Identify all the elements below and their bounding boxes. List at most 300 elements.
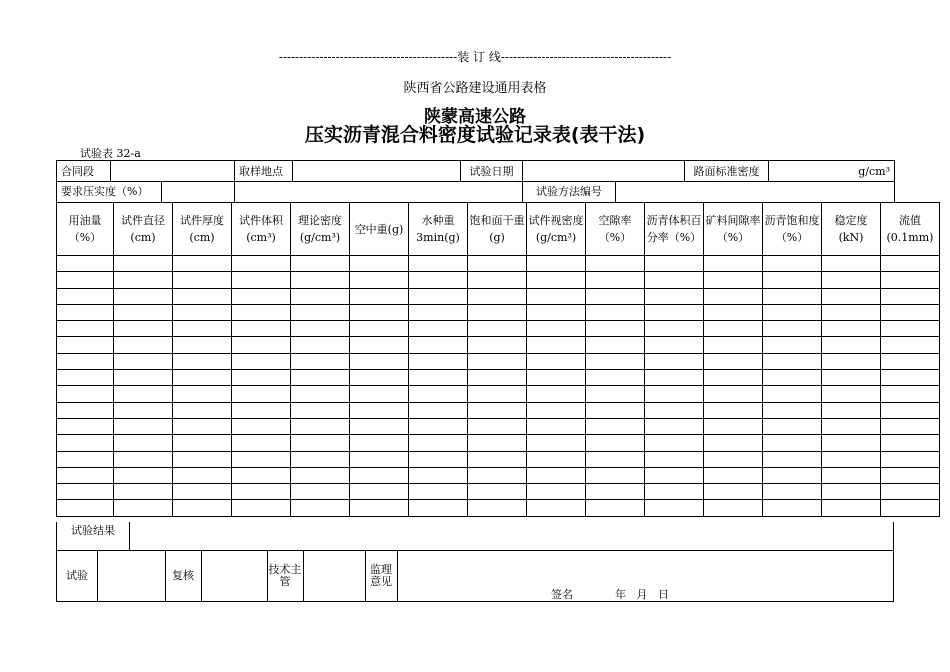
table-cell[interactable]: [291, 451, 350, 467]
table-cell[interactable]: [586, 500, 645, 516]
table-cell[interactable]: [232, 337, 291, 353]
sampling-location-label: 取样地点: [235, 161, 293, 182]
table-cell[interactable]: [468, 256, 527, 272]
column-header: 试件厚度(cm): [173, 203, 232, 256]
table-cell[interactable]: [763, 435, 822, 451]
tester-label: 试验: [66, 569, 88, 582]
density-unit: g/cm³: [769, 161, 895, 182]
table-cell[interactable]: [409, 500, 468, 516]
binding-line: --------------------------------------------装 订 线------------------------------------------: [278, 50, 672, 64]
table-cell[interactable]: [586, 370, 645, 386]
table-cell[interactable]: [114, 288, 173, 304]
table-cell[interactable]: [232, 484, 291, 500]
table-cell[interactable]: [291, 353, 350, 369]
test-date-label: 试验日期: [461, 161, 523, 182]
table-cell[interactable]: [114, 353, 173, 369]
table-cell[interactable]: [173, 304, 232, 320]
table-cell[interactable]: [173, 256, 232, 272]
table-cell[interactable]: [527, 402, 586, 418]
table-cell[interactable]: [881, 304, 940, 320]
table-row: [57, 256, 940, 272]
table-cell[interactable]: [822, 402, 881, 418]
table-cell[interactable]: [586, 288, 645, 304]
table-cell[interactable]: [114, 337, 173, 353]
table-cell[interactable]: [291, 304, 350, 320]
table-cell[interactable]: [822, 304, 881, 320]
table-row: [57, 288, 940, 304]
table-cell[interactable]: [527, 304, 586, 320]
table-cell[interactable]: [232, 402, 291, 418]
table-cell[interactable]: [881, 256, 940, 272]
required-compaction-fill[interactable]: [235, 182, 523, 203]
table-cell[interactable]: [527, 500, 586, 516]
table-cell[interactable]: [468, 484, 527, 500]
table-cell[interactable]: [291, 500, 350, 516]
table-cell[interactable]: [586, 337, 645, 353]
table-cell[interactable]: [527, 288, 586, 304]
table-cell[interactable]: [114, 451, 173, 467]
table-cell[interactable]: [114, 256, 173, 272]
table-cell[interactable]: [232, 418, 291, 434]
table-cell[interactable]: [645, 321, 704, 337]
table-cell[interactable]: [57, 451, 114, 467]
table-cell[interactable]: [468, 288, 527, 304]
table-row: [57, 467, 940, 483]
table-cell[interactable]: [763, 288, 822, 304]
table-cell[interactable]: [881, 435, 940, 451]
table-cell[interactable]: [468, 272, 527, 288]
table-cell[interactable]: [763, 402, 822, 418]
table-cell[interactable]: [409, 256, 468, 272]
table-row: [57, 370, 940, 386]
table-cell[interactable]: [822, 467, 881, 483]
table-cell[interactable]: [822, 337, 881, 353]
table-cell[interactable]: [173, 402, 232, 418]
column-header: 稳定度(kN): [822, 203, 881, 256]
table-cell[interactable]: [173, 484, 232, 500]
table-cell[interactable]: [763, 467, 822, 483]
column-header: 矿料间隙率（%）: [704, 203, 763, 256]
table-cell[interactable]: [645, 500, 704, 516]
table-cell[interactable]: [114, 370, 173, 386]
table-cell[interactable]: [409, 402, 468, 418]
test-result-label: 试验结果: [71, 524, 115, 537]
table-cell[interactable]: [291, 386, 350, 402]
table-cell[interactable]: [350, 321, 409, 337]
required-compaction-label: [57, 182, 235, 203]
table-cell[interactable]: [291, 435, 350, 451]
table-cell[interactable]: [586, 256, 645, 272]
form-source: 陕西省公路建设通用表格: [403, 81, 547, 96]
table-cell[interactable]: [586, 321, 645, 337]
table-cell[interactable]: [645, 304, 704, 320]
table-cell[interactable]: [409, 467, 468, 483]
table-cell[interactable]: [173, 451, 232, 467]
table-cell[interactable]: [232, 321, 291, 337]
table-cell[interactable]: [881, 500, 940, 516]
table-row: [57, 304, 940, 320]
table-cell[interactable]: [527, 451, 586, 467]
table-cell[interactable]: [527, 256, 586, 272]
table-cell[interactable]: [704, 484, 763, 500]
table-cell[interactable]: [527, 337, 586, 353]
table-cell[interactable]: [645, 484, 704, 500]
table-row: [57, 353, 940, 369]
table-cell[interactable]: [232, 288, 291, 304]
test-result-value[interactable]: [130, 522, 893, 550]
table-cell[interactable]: [645, 272, 704, 288]
table-cell[interactable]: [57, 337, 114, 353]
table-cell[interactable]: [586, 435, 645, 451]
table-cell[interactable]: [291, 272, 350, 288]
column-header: 试件直径(cm): [114, 203, 173, 256]
table-cell[interactable]: [527, 321, 586, 337]
table-cell[interactable]: [57, 304, 114, 320]
table-cell[interactable]: [704, 288, 763, 304]
table-cell[interactable]: [822, 370, 881, 386]
table-cell[interactable]: [350, 500, 409, 516]
table-cell[interactable]: [527, 370, 586, 386]
table-row: [57, 451, 940, 467]
table-cell[interactable]: [350, 386, 409, 402]
table-cell[interactable]: [114, 484, 173, 500]
table-cell[interactable]: [468, 304, 527, 320]
table-cell[interactable]: [57, 386, 114, 402]
table-row: [57, 402, 940, 418]
column-header: 流值(0.1mm): [881, 203, 940, 256]
table-cell[interactable]: [704, 467, 763, 483]
table-cell[interactable]: [527, 435, 586, 451]
table-cell[interactable]: [645, 288, 704, 304]
table-cell[interactable]: [586, 304, 645, 320]
table-cell[interactable]: [232, 500, 291, 516]
table-cell[interactable]: [232, 435, 291, 451]
table-cell[interactable]: [232, 386, 291, 402]
table-cell[interactable]: [704, 418, 763, 434]
table-cell[interactable]: [763, 353, 822, 369]
table-row: [57, 435, 940, 451]
footer: [56, 522, 894, 602]
column-header: 水种重3min(g): [409, 203, 468, 256]
table-cell[interactable]: [704, 256, 763, 272]
table-cell[interactable]: [350, 451, 409, 467]
table-cell[interactable]: [822, 353, 881, 369]
table-cell[interactable]: [881, 272, 940, 288]
table-cell[interactable]: [232, 451, 291, 467]
table-cell[interactable]: [704, 386, 763, 402]
table-cell[interactable]: [881, 386, 940, 402]
table-cell[interactable]: [173, 353, 232, 369]
table-cell[interactable]: [468, 467, 527, 483]
table-cell[interactable]: [409, 272, 468, 288]
table-cell[interactable]: [763, 418, 822, 434]
table-cell[interactable]: [586, 418, 645, 434]
table-cell[interactable]: [763, 451, 822, 467]
table-cell[interactable]: [527, 467, 586, 483]
table-row: [57, 484, 940, 500]
table-cell[interactable]: [468, 337, 527, 353]
column-header: 饱和面干重(g): [468, 203, 527, 256]
table-cell[interactable]: [822, 484, 881, 500]
road-standard-density-label: 路面标准密度: [685, 161, 769, 182]
table-cell[interactable]: [114, 500, 173, 516]
table-cell[interactable]: [645, 418, 704, 434]
table-cell[interactable]: [704, 337, 763, 353]
table-cell[interactable]: [409, 337, 468, 353]
table-cell[interactable]: [232, 467, 291, 483]
table-cell[interactable]: [173, 272, 232, 288]
table-cell[interactable]: [704, 451, 763, 467]
table-cell[interactable]: [57, 272, 114, 288]
contract-section-value[interactable]: [111, 161, 235, 182]
table-cell[interactable]: [881, 288, 940, 304]
test-method-no-value[interactable]: [616, 182, 894, 202]
table-row: [57, 337, 940, 353]
table-row: [57, 386, 940, 402]
table-cell[interactable]: [57, 321, 114, 337]
table-cell[interactable]: [527, 353, 586, 369]
table-cell[interactable]: [822, 451, 881, 467]
table-cell[interactable]: [57, 370, 114, 386]
table-cell[interactable]: [645, 337, 704, 353]
table-cell[interactable]: [763, 337, 822, 353]
reviewer-label: 复核: [172, 569, 194, 582]
table-cell[interactable]: [57, 256, 114, 272]
table-cell[interactable]: [704, 402, 763, 418]
table-cell[interactable]: [232, 353, 291, 369]
project-name: 陕蒙高速公路: [424, 107, 526, 127]
table-cell[interactable]: [645, 402, 704, 418]
table-cell[interactable]: [586, 467, 645, 483]
test-date-value[interactable]: [523, 161, 685, 182]
table-cell[interactable]: [409, 484, 468, 500]
table-cell[interactable]: [468, 386, 527, 402]
table-cell[interactable]: [350, 435, 409, 451]
table-cell[interactable]: [291, 418, 350, 434]
column-header: 试件体积(cm³): [232, 203, 291, 256]
table-cell[interactable]: [586, 402, 645, 418]
table-cell[interactable]: [468, 353, 527, 369]
table-cell[interactable]: [763, 321, 822, 337]
table-cell[interactable]: [763, 272, 822, 288]
table-cell[interactable]: [645, 256, 704, 272]
table-cell[interactable]: [586, 386, 645, 402]
column-header: 沥青饱和度（%）: [763, 203, 822, 256]
table-cell[interactable]: [527, 272, 586, 288]
table-cell[interactable]: [645, 451, 704, 467]
table-cell[interactable]: [645, 467, 704, 483]
table-cell[interactable]: [409, 304, 468, 320]
table-cell[interactable]: [173, 467, 232, 483]
table-row: [57, 321, 940, 337]
table-cell[interactable]: [114, 418, 173, 434]
table-cell[interactable]: [114, 402, 173, 418]
table-cell[interactable]: [645, 353, 704, 369]
table-cell[interactable]: [822, 288, 881, 304]
table-cell[interactable]: [232, 256, 291, 272]
table-cell[interactable]: [527, 386, 586, 402]
table-cell[interactable]: [822, 418, 881, 434]
table-cell[interactable]: [645, 435, 704, 451]
table-cell[interactable]: [763, 370, 822, 386]
table-cell[interactable]: [409, 353, 468, 369]
table-cell[interactable]: [704, 321, 763, 337]
table-cell[interactable]: [173, 288, 232, 304]
table-cell[interactable]: [704, 435, 763, 451]
info-table: [56, 160, 895, 203]
column-header: 沥青体积百分率（%）: [645, 203, 704, 256]
table-cell[interactable]: [350, 353, 409, 369]
table-cell[interactable]: [763, 500, 822, 516]
table-cell[interactable]: [822, 500, 881, 516]
table-cell[interactable]: [114, 386, 173, 402]
table-cell[interactable]: [291, 288, 350, 304]
table-cell[interactable]: [291, 321, 350, 337]
required-compaction-text: 要求压实度（%）: [57, 182, 162, 202]
table-cell[interactable]: [586, 272, 645, 288]
table-cell[interactable]: [881, 451, 940, 467]
table-cell[interactable]: [409, 321, 468, 337]
column-header: 试件视密度(g/cm³): [527, 203, 586, 256]
table-cell[interactable]: [173, 418, 232, 434]
table-cell[interactable]: [114, 272, 173, 288]
table-cell[interactable]: [409, 451, 468, 467]
table-cell[interactable]: [291, 370, 350, 386]
form-code: 试验表 32-a: [80, 147, 141, 160]
table-cell[interactable]: [173, 337, 232, 353]
table-cell[interactable]: [291, 256, 350, 272]
table-cell[interactable]: [232, 304, 291, 320]
table-cell[interactable]: [350, 402, 409, 418]
table-cell[interactable]: [232, 272, 291, 288]
table-cell[interactable]: [409, 418, 468, 434]
sampling-location-value[interactable]: [293, 161, 461, 182]
table-cell[interactable]: [173, 386, 232, 402]
table-row: [57, 272, 940, 288]
table-cell[interactable]: [291, 484, 350, 500]
table-cell[interactable]: [763, 484, 822, 500]
table-cell[interactable]: [527, 484, 586, 500]
table-cell[interactable]: [409, 370, 468, 386]
table-cell[interactable]: [881, 337, 940, 353]
table-cell[interactable]: [586, 353, 645, 369]
table-cell[interactable]: [704, 353, 763, 369]
table-cell[interactable]: [114, 435, 173, 451]
table-cell[interactable]: [291, 467, 350, 483]
table-cell[interactable]: [350, 467, 409, 483]
table-cell[interactable]: [57, 484, 114, 500]
table-cell[interactable]: [468, 500, 527, 516]
table-cell[interactable]: [881, 418, 940, 434]
table-cell[interactable]: [881, 321, 940, 337]
table-cell[interactable]: [881, 402, 940, 418]
supervisor-opinion-label: 监理意见: [370, 563, 392, 588]
table-cell[interactable]: [114, 467, 173, 483]
table-cell[interactable]: [645, 386, 704, 402]
column-header: 空隙率（%）: [586, 203, 645, 256]
test-method-no-cell: [523, 182, 895, 203]
table-cell[interactable]: [57, 435, 114, 451]
table-cell[interactable]: [173, 435, 232, 451]
table-cell[interactable]: [350, 272, 409, 288]
table-cell[interactable]: [468, 370, 527, 386]
table-row: [57, 418, 940, 434]
table-cell[interactable]: [173, 370, 232, 386]
table-cell[interactable]: [409, 435, 468, 451]
table-cell[interactable]: [350, 484, 409, 500]
table-cell[interactable]: [173, 321, 232, 337]
table-cell[interactable]: [763, 256, 822, 272]
table-cell[interactable]: [468, 418, 527, 434]
table-cell[interactable]: [822, 272, 881, 288]
table-cell[interactable]: [704, 500, 763, 516]
table-cell[interactable]: [822, 321, 881, 337]
table-cell[interactable]: [704, 304, 763, 320]
table-cell[interactable]: [881, 370, 940, 386]
table-cell[interactable]: [57, 353, 114, 369]
table-cell[interactable]: [350, 418, 409, 434]
test-method-no-label: 试验方法编号: [523, 182, 616, 202]
table-row: [57, 500, 940, 516]
table-cell[interactable]: [763, 386, 822, 402]
table-cell[interactable]: [57, 402, 114, 418]
table-cell[interactable]: [291, 337, 350, 353]
tech-lead-label: 技术主管: [268, 563, 302, 588]
table-cell[interactable]: [468, 451, 527, 467]
table-cell[interactable]: [822, 256, 881, 272]
table-cell[interactable]: [350, 337, 409, 353]
table-cell[interactable]: [763, 304, 822, 320]
table-cell[interactable]: [586, 484, 645, 500]
table-cell[interactable]: [173, 500, 232, 516]
table-cell[interactable]: [586, 451, 645, 467]
table-cell[interactable]: [881, 467, 940, 483]
contract-section-label: 合同段: [57, 161, 111, 182]
table-cell[interactable]: [468, 402, 527, 418]
table-cell[interactable]: [409, 288, 468, 304]
table-cell[interactable]: [881, 484, 940, 500]
table-cell[interactable]: [57, 467, 114, 483]
table-cell[interactable]: [57, 418, 114, 434]
page-title: 压实沥青混合料密度试验记录表(表干法): [304, 124, 646, 146]
table-cell[interactable]: [114, 321, 173, 337]
table-cell[interactable]: [57, 288, 114, 304]
sign-date: 签名 年 月 日: [551, 588, 669, 601]
table-cell[interactable]: [409, 386, 468, 402]
table-cell[interactable]: [291, 402, 350, 418]
table-cell[interactable]: [350, 304, 409, 320]
table-cell[interactable]: [527, 418, 586, 434]
required-compaction-value[interactable]: [162, 182, 234, 202]
table-cell[interactable]: [704, 370, 763, 386]
table-cell[interactable]: [350, 256, 409, 272]
column-header: 空中重(g): [350, 203, 409, 256]
table-cell[interactable]: [350, 370, 409, 386]
table-cell[interactable]: [881, 353, 940, 369]
table-cell[interactable]: [704, 272, 763, 288]
table-cell[interactable]: [57, 500, 114, 516]
table-cell[interactable]: [822, 435, 881, 451]
table-cell[interactable]: [232, 370, 291, 386]
table-cell[interactable]: [350, 288, 409, 304]
data-table: [56, 202, 940, 517]
table-cell[interactable]: [468, 321, 527, 337]
column-header: 用油量（%）: [57, 203, 114, 256]
table-cell[interactable]: [468, 435, 527, 451]
table-cell[interactable]: [822, 386, 881, 402]
table-cell[interactable]: [114, 304, 173, 320]
table-cell[interactable]: [645, 370, 704, 386]
